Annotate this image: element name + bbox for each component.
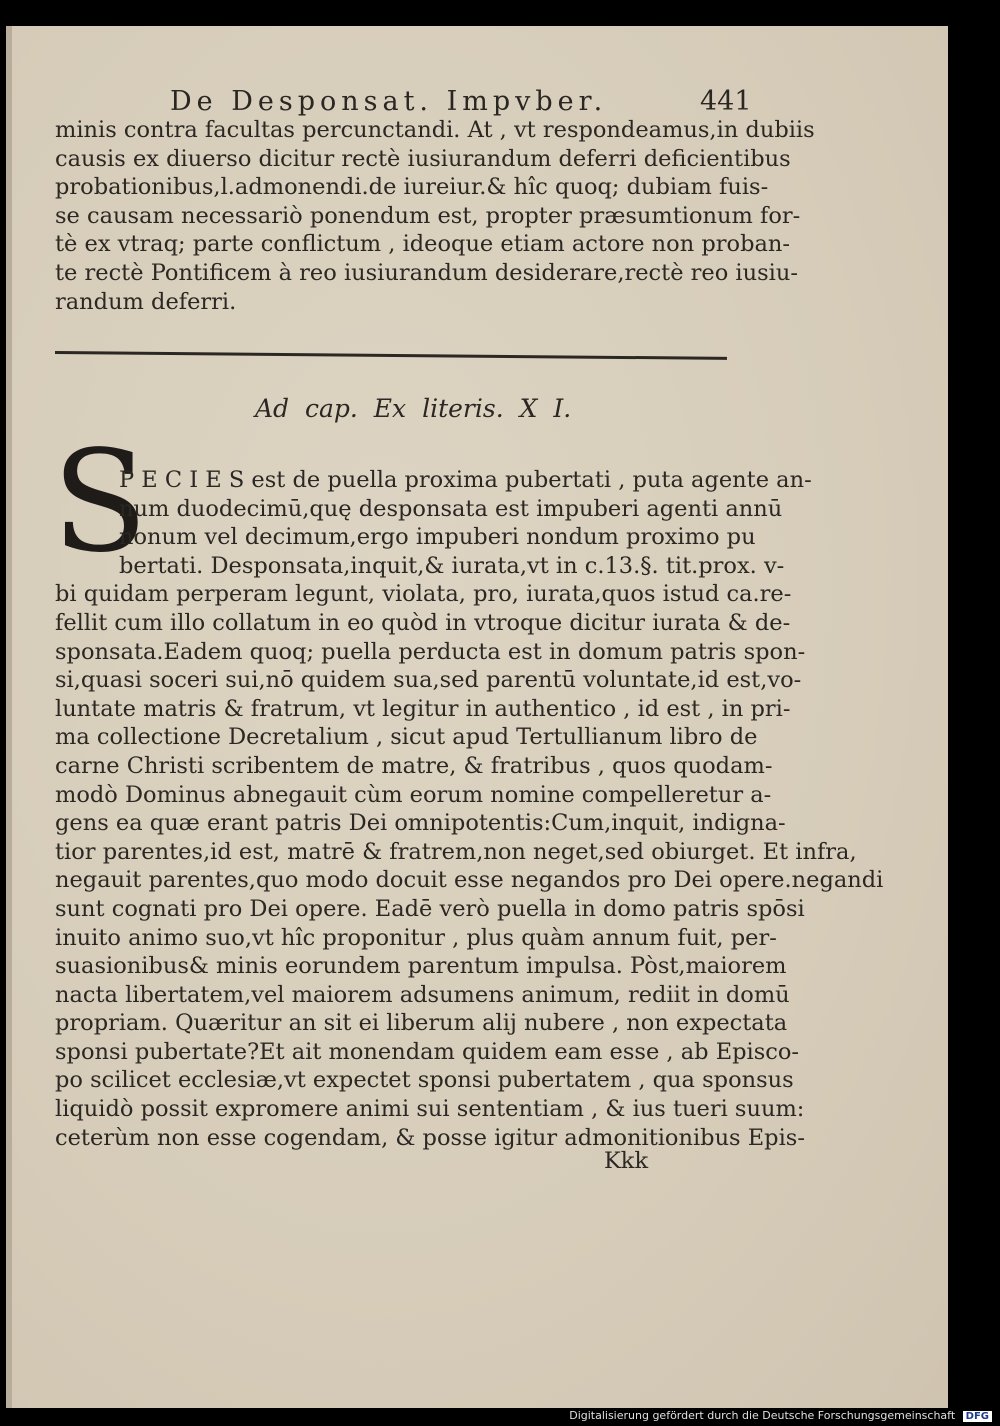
text-line: po scilicet ecclesiæ,vt expectet sponsi pubertatem , qua sponsus <box>55 1067 794 1094</box>
text-line: negauit parentes,quo modo docuit esse negandos pro Dei opere.negandi <box>55 867 884 894</box>
text-line: suasionibus& minis eorundem parentum impulsa. Pòst,maiorem <box>55 953 787 980</box>
text-line: te rectè Pontificem à reo iusiurandum desiderare,rectè reo iusiu- <box>55 259 798 286</box>
text-line: minis contra facultas percunctandi. At , vt respondeamus,in dubiis <box>55 117 815 143</box>
text-line: se causam necessariò ponendum est, propter præsumtionum for- <box>55 202 801 229</box>
text-line: inuito animo suo,vt hîc proponitur , plus quàm annum fuit, per- <box>55 924 777 951</box>
digitization-credit <box>569 1409 992 1422</box>
text-line: nonum vel decimum,ergo impuberi nondum proximo pu <box>119 524 756 551</box>
text-line: fellit cum illo collatum in eo quòd in vtroque dicitur iurata & de- <box>55 609 791 636</box>
text-line: si,quasi soceri sui,nō quidem sua,sed parentū voluntate,id est,vo- <box>55 667 802 694</box>
text-line: gens ea quæ erant patris Dei omnipotentis:Cum,inquit, indigna- <box>55 810 786 837</box>
text-line: propriam. Quæritur an sit ei liberum alij nubere , non expectata <box>55 1010 788 1037</box>
text-line: probationibus,l.admonendi.de iureiur.& hîc quoq; dubiam fuis- <box>55 174 769 201</box>
text-line: sponsata.Eadem quoq; puella perducta est in domum patris spon- <box>55 638 806 665</box>
text-line: carne Christi scribentem de matre, & fratribus , quos quodam- <box>55 752 773 779</box>
text-line: ceterùm non esse cogendam, & posse igitur admonitionibus Epis- <box>55 1124 805 1151</box>
digitization-credit-text: Digitalisierung gefördert durch die Deutsche Forschungsgemeinschaft <box>569 1409 956 1422</box>
running-head: De Desponsat. Impvber. <box>170 86 608 117</box>
main-paragraph <box>55 466 884 1152</box>
text-line: num duodecimū,quę desponsata est impuberi agenti annū <box>119 495 783 522</box>
text-line: bi quidam perperam legunt, violata, pro, iurata,quos istud ca.re- <box>55 581 792 608</box>
text-line: causis ex diuerso dicitur rectè iusiurandum deferri deficientibus <box>55 145 791 172</box>
text-line: ma collectione Decretalium , sicut apud Tertullianum libro de <box>55 724 758 751</box>
text-line: tè ex vtraq; parte conflictum , ideoque etiam actore non proban- <box>55 231 790 258</box>
page-number: 441 <box>700 86 752 117</box>
page-edge <box>6 26 12 1408</box>
drop-cap-initial: S <box>52 421 148 584</box>
text-line: sponsi pubertate?Et ait monendam quidem eam esse , ab Episco- <box>55 1038 800 1065</box>
text-line: luntate matris & fratrum, vt legitur in authentico , id est , in pri- <box>55 695 791 722</box>
text-line: modò Dominus abnegauit cùm eorum nomine compelleretur a- <box>55 781 772 808</box>
text-line: liquidò possit expromere animi sui sententiam , & ius tueri suum: <box>55 1096 805 1123</box>
text-line: nacta libertatem,vel maiorem adsumens animum, rediit in domū <box>55 981 790 1008</box>
text-line: sunt cognati pro Dei opere. Eadē verò puella in domo patris spōsi <box>55 895 805 922</box>
catchword: Kkk <box>604 1148 649 1174</box>
top-paragraph <box>55 116 815 316</box>
section-heading: Ad cap. Ex literis. X I. <box>255 394 572 423</box>
text-line: randum deferri. <box>55 288 237 315</box>
text-line: bertati. Desponsata,inquit,& iurata,vt in c.13.§. tit.prox. v- <box>119 552 785 579</box>
dfg-logo-icon: DFG <box>963 1411 992 1422</box>
text-line: P E C I E S est de puella proxima pubertati , puta agente an- <box>119 467 812 493</box>
text-line: tior parentes,id est, matrē & fratrem,non neget,sed obiurget. Et infra, <box>55 838 857 865</box>
